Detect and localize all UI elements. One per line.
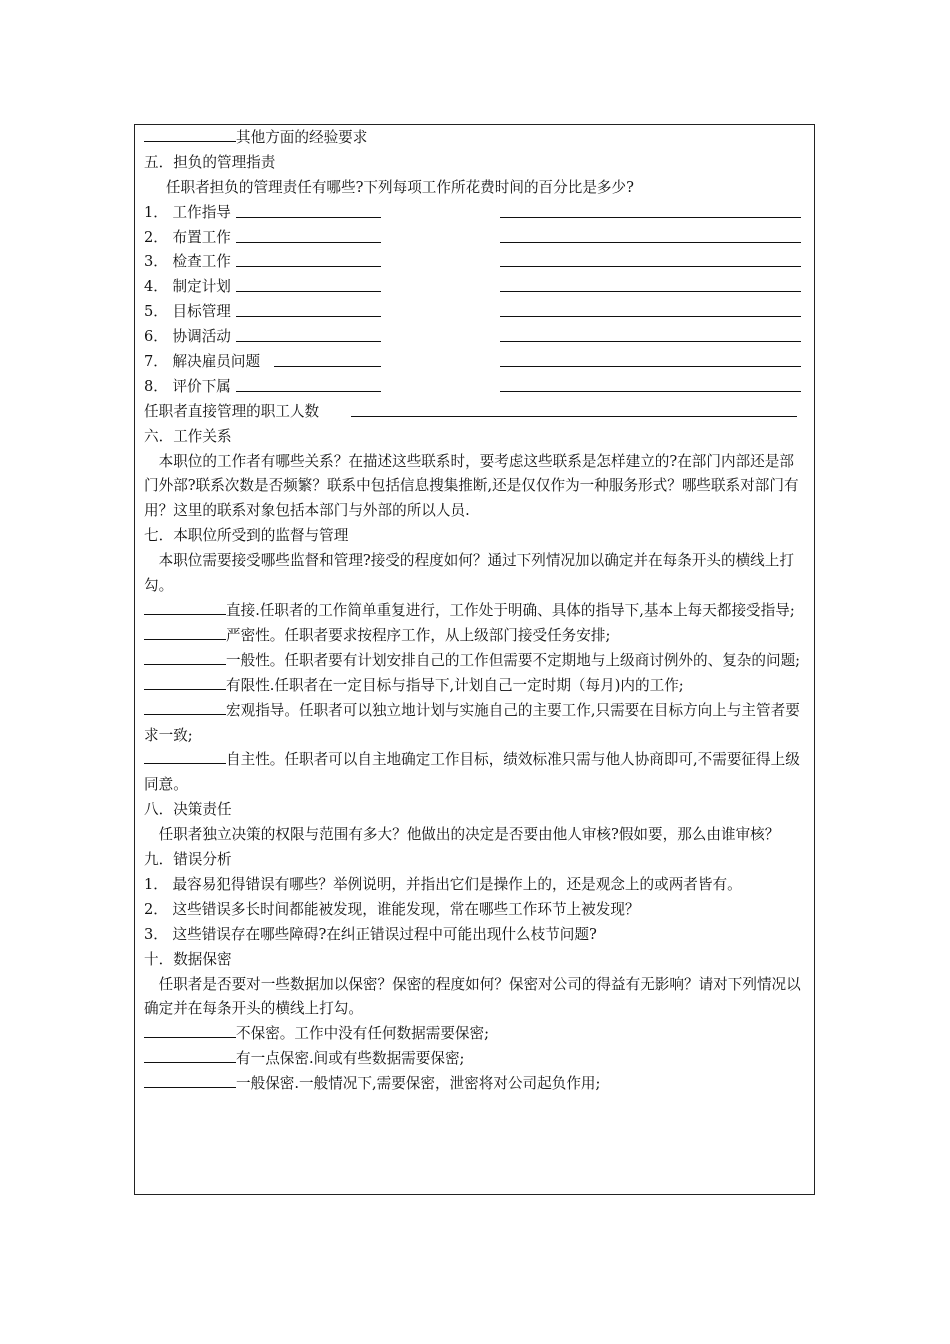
percent-blank[interactable] (500, 242, 801, 243)
percent-blank[interactable] (500, 391, 801, 392)
percent-blank[interactable] (500, 341, 801, 342)
item-blank[interactable] (236, 217, 381, 218)
item-blank[interactable] (236, 291, 381, 292)
management-item-label: 8． 评价下属 (144, 377, 231, 395)
management-item-label: 7． 解决雇员问题 (144, 353, 261, 371)
item-blank[interactable] (236, 391, 381, 392)
checkbox-blank[interactable] (144, 649, 226, 665)
staff-count-blank[interactable] (351, 416, 797, 417)
error-question: 3． 这些错误存在哪些障碍?在纠正错误过程中可能出现什么枝节问题? (144, 925, 597, 943)
management-item-label: 2． 布置工作 (144, 228, 231, 246)
management-item-row (144, 350, 808, 375)
management-item-label: 4． 制定计划 (144, 278, 231, 296)
error-question: 2． 这些错误多长时间都能被发现，谁能发现，常在哪些工作环节上被发现？ (144, 900, 640, 918)
checkbox-blank[interactable] (144, 674, 226, 690)
section-8-body: 任职者独立决策的权限与范围有多大？他做出的决定是否要由他人审核?假如要，那么由谁审核？ (158, 826, 780, 844)
supervision-option: 直接.任职者的工作简单重复进行，工作处于明确、具体的指导下,基本上每天都接受指导; (144, 599, 808, 624)
management-item-label: 5． 目标管理 (144, 303, 231, 321)
item-blank[interactable] (236, 266, 381, 267)
supervision-option: 一般性。任职者要有计划安排自己的工作但需要不定期地与上级商讨例外的、复杂的问题; (144, 649, 808, 674)
management-item-row (144, 375, 808, 400)
item-blank[interactable] (236, 316, 381, 317)
percent-blank[interactable] (500, 366, 801, 367)
checkbox-blank[interactable] (144, 126, 236, 142)
item-blank[interactable] (236, 341, 381, 342)
checkbox-blank[interactable] (144, 599, 226, 615)
item-blank[interactable] (274, 366, 381, 367)
percent-blank[interactable] (500, 266, 801, 267)
section-9-title: 九．错误分析 (144, 851, 232, 869)
checkbox-blank[interactable] (144, 699, 226, 715)
item-blank[interactable] (236, 242, 381, 243)
section-6-title: 六．工作关系 (144, 427, 232, 445)
checkbox-blank[interactable] (144, 1022, 236, 1038)
percent-blank[interactable] (500, 291, 801, 292)
supervision-option: 自主性。任职者可以自主地确定工作目标，绩效标准只需与他人协商即可,不需要征得上级同意。 (144, 748, 808, 798)
management-item-label: 6． 协调活动 (144, 328, 231, 346)
section-7-title: 七．本职位所受到的监督与管理 (144, 527, 349, 545)
management-item-row (144, 250, 808, 275)
management-item-row (144, 201, 808, 226)
checkbox-blank[interactable] (144, 748, 226, 764)
management-item-row (144, 300, 808, 325)
section-10-title: 十．数据保密 (144, 950, 232, 968)
other-experience-line: 其他方面的经验要求 (144, 126, 808, 151)
checkbox-blank[interactable] (144, 1047, 236, 1063)
management-item-row (144, 325, 808, 350)
section-10-body: 任职者是否要对一些数据加以保密？保密的程度如何？保密对公司的得益有无影响？请对下列情况以确定并在每条开头的横线上打勾。 (144, 975, 801, 1018)
confidentiality-option: 不保密。工作中没有任何数据需要保密; (144, 1022, 808, 1047)
supervision-option: 有限性.任职者在一定目标与指导下,计划自己一定时期（每月)内的工作; (144, 674, 808, 699)
supervision-option: 严密性。任职者要求按程序工作，从上级部门接受任务安排; (144, 624, 808, 649)
section-8-title: 八．决策责任 (144, 801, 232, 819)
staff-count-line: 任职者直接管理的职工人数 (144, 400, 808, 425)
management-item-row (144, 226, 808, 251)
checkbox-blank[interactable] (144, 1072, 236, 1088)
error-question: 1． 最容易犯得错误有哪些？举例说明，并指出它们是操作上的，还是观念上的或两者皆有。 (144, 875, 742, 893)
confidentiality-option: 有一点保密.间或有些数据需要保密; (144, 1047, 808, 1072)
section-7-body: 本职位需要接受哪些监督和管理?接受的程度如何？通过下列情况加以确定并在每条开头的横线上打勾。 (144, 552, 794, 595)
section-5-title: 五．担负的管理指责 (144, 153, 276, 171)
management-item-label: 1． 工作指导 (144, 203, 231, 221)
percent-blank[interactable] (500, 217, 801, 218)
supervision-option: 宏观指导。任职者可以独立地计划与实施自己的主要工作,只需要在目标方向上与主管者要求一致; (144, 699, 808, 749)
section-6-body: 本职位的工作者有哪些关系？在描述这些联系时，要考虑这些联系是怎样建立的?在部门内部还是部门外部?联系次数是否频繁？联系中包括信息搜集推断,还是仅仅作为一种服务形式？哪些联系对部门有用？这里的联系对象包括本部门与外部的所以人员. (144, 452, 799, 520)
management-item-row (144, 275, 808, 300)
section-5-intro: 任职者担负的管理责任有哪些?下列每项工作所花费时间的百分比是多少? (165, 178, 634, 196)
checkbox-blank[interactable] (144, 624, 226, 640)
percent-blank[interactable] (500, 316, 801, 317)
management-item-label: 3． 检查工作 (144, 253, 231, 271)
confidentiality-option: 一般保密.一般情况下,需要保密，泄密将对公司起负作用; (144, 1072, 808, 1097)
document-body (144, 126, 808, 1097)
